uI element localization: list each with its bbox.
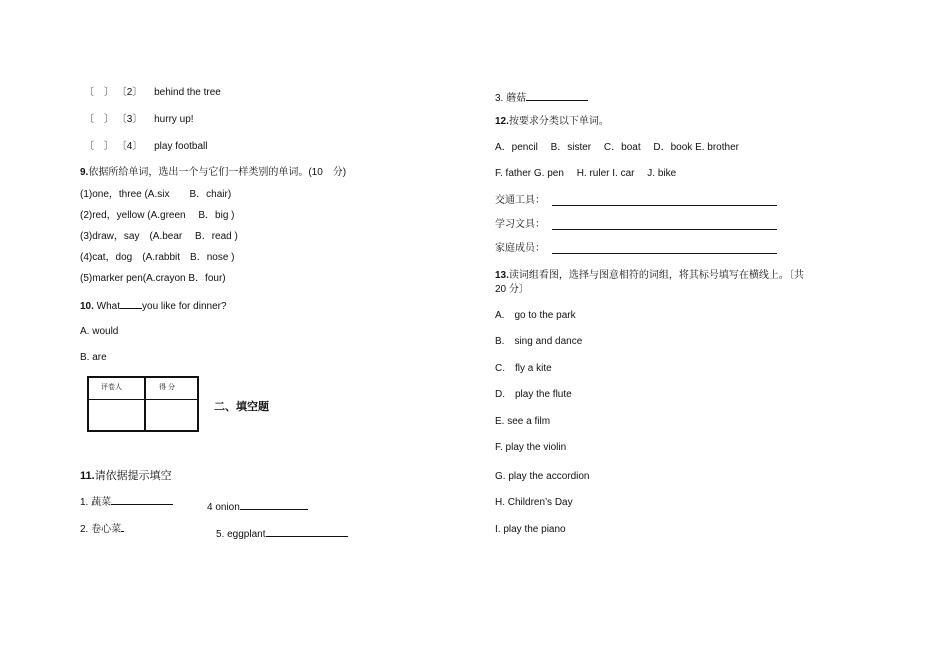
answer-blank[interactable] (526, 91, 588, 101)
question-13-option: F. play the violin (495, 442, 567, 453)
fill-item: 3. 蘑菇 (495, 91, 588, 105)
question-13-option: I. play the piano (495, 524, 566, 535)
question-13-option: A. go to the park (495, 310, 576, 321)
score-table (87, 376, 199, 432)
answer-blank[interactable] (111, 495, 173, 505)
match-number: 〔3〕 (116, 114, 138, 125)
question-9-item: (2)red，yellow (A.green B．big ) (80, 210, 235, 221)
answer-line[interactable] (552, 253, 777, 254)
question-9-item: (5)marker pen(A.crayon B．four) (80, 273, 226, 284)
question-13-option: B. sing and dance (495, 336, 583, 347)
fill-item: 5. eggplant (216, 527, 348, 541)
question-13-option: E. see a film (495, 416, 551, 427)
category-label: 学习文具： (495, 219, 545, 230)
answer-line[interactable] (552, 205, 777, 206)
question-9-title: 9.依据所给单词，选出一个与它们一样类别的单词。(10 分) (80, 167, 347, 178)
match-row (84, 141, 208, 153)
category-label: 家庭成员： (495, 243, 545, 254)
question-9-item: (3)draw，say (A.bear B．read ) (80, 231, 238, 242)
score-table-score-header: 得 分 (159, 384, 175, 391)
match-row (84, 87, 221, 99)
match-row (84, 114, 194, 126)
match-number: 〔4〕 (116, 141, 138, 152)
question-11-title: 11.请依据提示填空 (80, 470, 172, 482)
answer-paren: 〔 〕 (84, 87, 114, 98)
answer-blank[interactable] (120, 299, 142, 309)
match-number: 〔2〕 (116, 87, 138, 98)
match-text: behind the tree (154, 87, 221, 98)
question-12-words: F. father G. pen H. ruler I. car J. bike (495, 168, 677, 179)
question-13-option: C. fly a kite (495, 363, 552, 374)
match-text: play football (154, 141, 208, 152)
answer-paren: 〔 〕 (84, 114, 114, 125)
question-13-option: G. play the accordion (495, 471, 590, 482)
answer-blank[interactable] (240, 500, 308, 510)
question-13-title-cont: 20 分〕 (495, 284, 529, 295)
section-title: 二、填空题 (214, 401, 269, 413)
question-12-words: A．pencil B．sister C．boat D．book E. brother (495, 142, 739, 153)
answer-line[interactable] (552, 229, 777, 230)
question-9-item: (4)cat，dog (A.rabbit B．nose ) (80, 252, 235, 263)
answer-blank[interactable] (121, 522, 124, 532)
question-13-title: 13.读词组看图，选择与图意相符的词组，将其标号填写在横线上。〔共 (495, 270, 804, 281)
question-13-option: D. play the flute (495, 389, 572, 400)
question-10-option: A. would (80, 326, 119, 337)
match-text: hurry up! (154, 114, 194, 125)
answer-blank[interactable] (266, 527, 348, 537)
question-12-title: 12.按要求分类以下单词。 (495, 116, 609, 127)
fill-item: 1. 蔬菜 (80, 495, 173, 509)
fill-item: 2. 卷心菜 (80, 522, 124, 536)
question-10-option: B. are (80, 352, 107, 363)
score-table-grader-header: 评卷人 (101, 384, 122, 391)
question-10: 10. What you like for dinner? (80, 301, 227, 312)
question-13-option: H. Children’s Day (495, 497, 573, 508)
question-9-item: (1)one，three (A.six B．chair) (80, 189, 232, 200)
fill-item: 4 onion (207, 500, 308, 514)
category-label: 交通工具： (495, 195, 545, 206)
answer-paren: 〔 〕 (84, 141, 114, 152)
